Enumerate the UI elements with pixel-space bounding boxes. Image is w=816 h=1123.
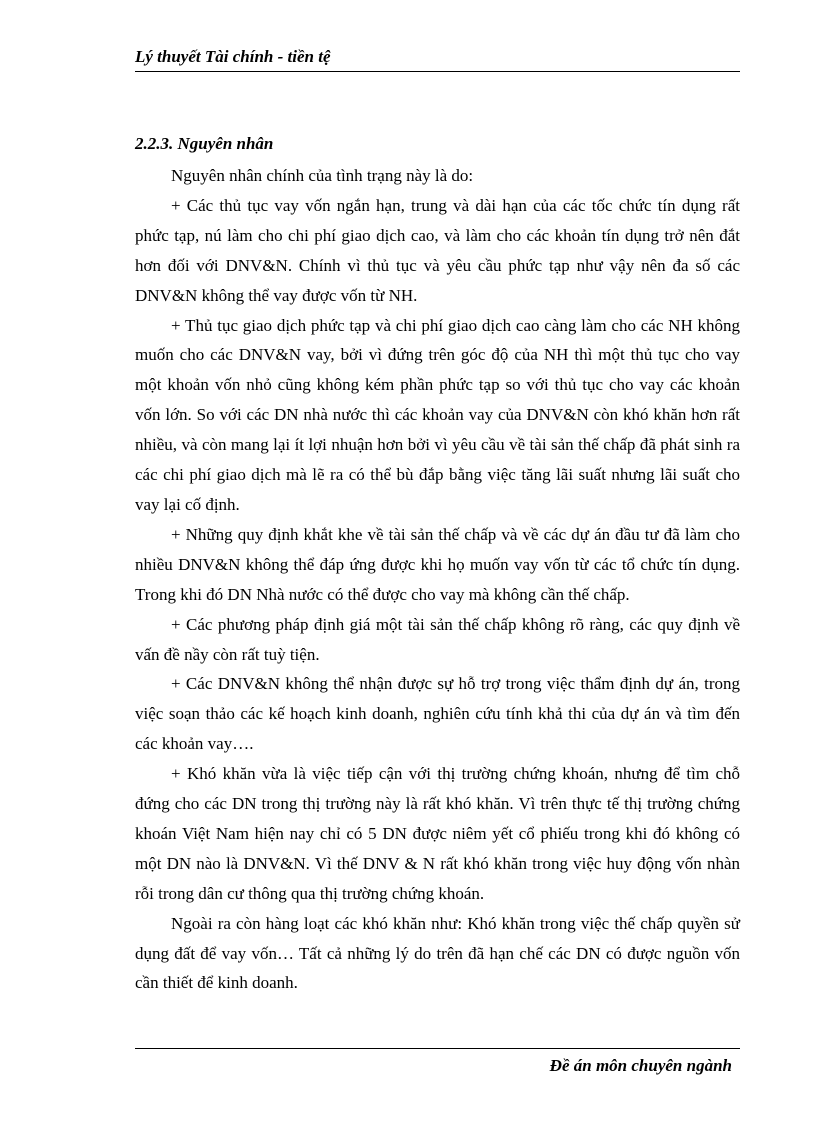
paragraph: Ngoài ra còn hàng loạt các khó khăn như: Khó khăn trong việc thế chấp quyền sử dụng đất để vay vốn… Tất cả những lý do trên đã hạn chế các DN có được nguồn vốn cần thiết để kinh doanh. [135,913,740,993]
paragraph: + Khó khăn vừa là việc tiếp cận với thị trường chứng khoán, nhưng để tìm chỗ đứng cho các DN trong thị trường này là rất khó khăn. Vì trên thực tế thị trường chứng khoán Việt Nam hiện nay chỉ có 5 DN được niêm yết cổ phiếu trong khi đó không có một DN nào là DNV&N. Vì thế DNV & N rất khó khăn trong việc huy động vốn nhàn rỗi trong dân cư thông qua thị trường chứng khoán. [135,764,740,903]
paragraph: Nguyên nhân chính của tình trạng này là do: [171,166,474,185]
paragraph: + Những quy định khắt khe về tài sản thế chấp và về các dự án đầu tư đã làm cho nhiều DNV&N không thể đáp ứng được khi họ muốn vay vốn từ các tổ chức tín dụng. Trong khi đó DN Nhà nước có thể được cho vay mà không cần thế chấp. [135,524,740,604]
footer-rule [135,1048,740,1049]
paragraph: + Các phương pháp định giá một tài sản thế chấp không rõ ràng, các quy định về vấn đề nầy còn rất tuỳ tiện. [135,614,740,664]
header-rule [135,71,740,72]
paragraph: + Các DNV&N không thể nhận được sự hỗ trợ trong việc thẩm định dự án, trong việc soạn thảo các kế hoạch kinh doanh, nghiên cứu tính khả thi của dự án và tìm đến các khoản vay…. [135,674,740,754]
page-content [135,133,740,998]
section-heading: 2.2.3. Nguyên nhân [135,134,274,153]
paragraph: + Các thủ tục vay vốn ngắn hạn, trung và dài hạn của các tốc chức tín dụng rất phức tạp, nú làm cho chi phí giao dịch cao, và làm cho các khoản tín dụng trở nên đắt hơn đối với DNV&N. Chính vì thủ tục và yêu cầu phức tạp như vậy nên đa số các DNV&N không thể vay được vốn từ NH. [135,195,740,305]
running-footer: Đề án môn chuyên ngành [549,1056,732,1075]
running-header: Lý thuyết Tài chính - tiền tệ [135,47,331,66]
paragraph: + Thủ tục giao dịch phức tạp và chi phí giao dịch cao càng làm cho các NH không muốn cho các DNV&N vay, bởi vì đứng trên góc độ của NH thì một thủ tục cho vay một khoản vốn nhỏ cũng không kém phần phức tạp so với thủ tục cho vay các khoản vốn lớn. So với các DN nhà nước thì các khoản vay của DNV&N còn khó khăn hơn rất nhiều, và còn mang lại ít lợi nhuận hơn bởi vì yêu cầu về tài sản thế chấp đã phát sinh ra các chi phí giao dịch mà lẽ ra có thể bù đắp bằng việc tăng lãi suất nhưng lãi suất cho vay lại cố định. [135,315,740,514]
